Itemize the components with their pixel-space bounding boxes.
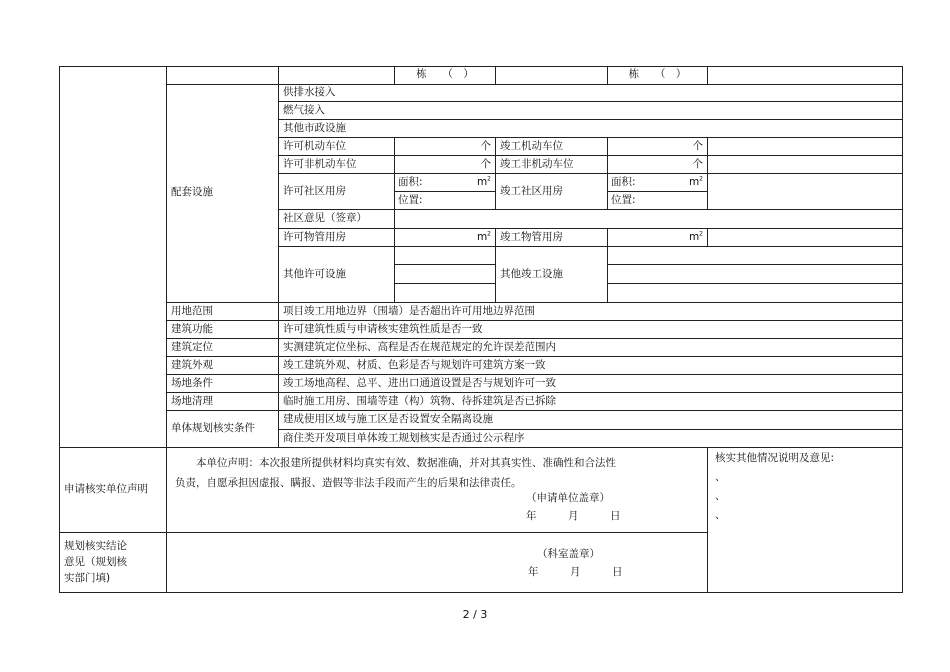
row-line [166,84,902,85]
row-line [607,283,902,284]
building-header-left: 栋 （ ） [416,68,474,80]
row-line [394,283,495,284]
col-line [707,447,708,593]
single-building-label: 单体规划核实条件 [171,422,255,434]
single-building-line1: 建成使用区域与施工区是否设置安全隔离设施 [283,413,493,425]
row-line [278,429,902,430]
permit-community-area-label: 面积: [398,176,423,188]
other-notes-label: 核实其他情况说明及意见: [715,452,835,464]
col-line [707,66,708,85]
applicant-seal: （申请单位盖章） [526,492,610,504]
col-line [707,137,708,210]
done-nonmotor-unit: 个 [692,158,703,170]
row-line [278,173,902,174]
row-line [607,264,902,265]
conclusion-date: 年 月 日 [528,566,623,578]
row-line [166,320,902,321]
gas-label: 燃气接入 [283,104,325,116]
permit-nonmotor-unit: 个 [480,158,491,170]
done-property-area-unit: $m^2$ [688,230,703,243]
permit-motor-unit: 个 [480,140,491,152]
check-label: 建筑功能 [171,323,213,335]
col-line [707,228,708,247]
conclusion-seal: （科室盖章） [537,548,600,560]
row-line [166,356,902,357]
row-line [394,191,495,192]
other-permit-label: 其他许可设施 [283,268,346,280]
check-content: 竣工建筑外观、材质、色彩是否与规划许可建筑方案一致 [283,359,546,371]
water-label: 供排水接入 [283,86,336,98]
applicant-date: 年 月 日 [526,510,621,522]
row-line [394,264,495,265]
done-community-label: 竣工社区用房 [500,185,563,197]
check-content: 许可建筑性质与申请核实建筑性质是否一致 [283,323,483,335]
row-line [278,155,902,156]
row-line [166,410,902,411]
check-label: 用地范围 [171,305,213,317]
other-notes-item: 、 [715,509,726,521]
single-building-line2: 商住类开发项目单体竣工规划核实是否通过公示程序 [283,432,525,444]
conclusion-label-2: 意见（规划核 [64,556,127,568]
row-line [278,101,902,102]
check-content: 竣工场地高程、总平、进出口通道设置是否与规划许可一致 [283,377,556,389]
page-number: 2 / 3 [462,608,488,621]
row-line [166,392,902,393]
permit-community-label: 许可社区用房 [283,185,346,197]
done-nonmotor-label: 竣工非机动车位 [500,158,574,170]
check-content: 实测建筑定位坐标、高程是否在规范规定的允许误差范围内 [283,341,556,353]
col-line [495,228,496,303]
row-line [59,447,902,448]
row-line [278,228,902,229]
check-label: 场地条件 [171,377,213,389]
done-motor-label: 竣工机动车位 [500,140,563,152]
permit-property-label: 许可物管用房 [283,231,346,243]
row-line [166,302,902,303]
conclusion-label-3: 实部门填) [64,572,111,584]
table-border-right [902,66,903,593]
check-label: 建筑定位 [171,341,213,353]
facilities-label: 配套设施 [171,186,213,198]
community-opinion-label: 社区意见（签章） [283,212,367,224]
other-done-label: 其他竣工设施 [500,268,563,280]
table-border-top [59,66,902,67]
permit-property-area-unit: $m^2$ [476,230,491,243]
other-municipal-label: 其他市政设施 [283,122,346,134]
applicant-statement-1: 本单位声明：本次报建所提供材料均真实有效、数据准确，并对其真实性、准确性和合法性 [196,457,616,469]
done-community-area-unit: $m^2$ [688,175,703,188]
row-line [166,374,902,375]
done-property-label: 竣工物管用房 [500,231,563,243]
done-community-area-label: 面积: [611,176,636,188]
table-border-bottom [59,592,902,593]
done-community-position-label: 位置: [611,194,636,206]
check-content: 临时施工用房、围墙等建（构）筑物、待拆建筑是否已拆除 [283,395,556,407]
building-header-right: 栋 （ ） [628,68,687,80]
conclusion-label-1: 规划核实结论 [64,540,127,552]
table-border-left [59,66,60,593]
check-label: 场地清理 [171,395,213,407]
check-label: 建筑外观 [171,359,213,371]
row-line [59,532,707,533]
row-line [278,119,902,120]
col-line [495,66,496,85]
permit-nonmotor-label: 许可非机动车位 [283,158,357,170]
col-line [166,66,167,593]
check-content: 项目竣工用地边界（围墙）是否超出许可用地边界范围 [283,305,535,317]
permit-community-area-unit: $m^2$ [476,175,491,188]
applicant-label: 申请核实单位声明 [64,483,148,495]
permit-motor-label: 许可机动车位 [283,140,346,152]
col-line [278,66,279,448]
other-notes-item: 、 [715,471,726,483]
row-line [278,246,902,247]
row-line [166,338,902,339]
applicant-statement-2: 负责，自愿承担因虚报、瞒报、造假等非法手段而产生的后果和法律责任。 [175,477,522,489]
other-notes-item: 、 [715,490,726,502]
done-motor-unit: 个 [692,140,703,152]
row-line [278,137,902,138]
row-line [278,209,902,210]
col-line [495,137,496,210]
permit-community-position-label: 位置: [398,194,423,206]
row-line [607,191,708,192]
